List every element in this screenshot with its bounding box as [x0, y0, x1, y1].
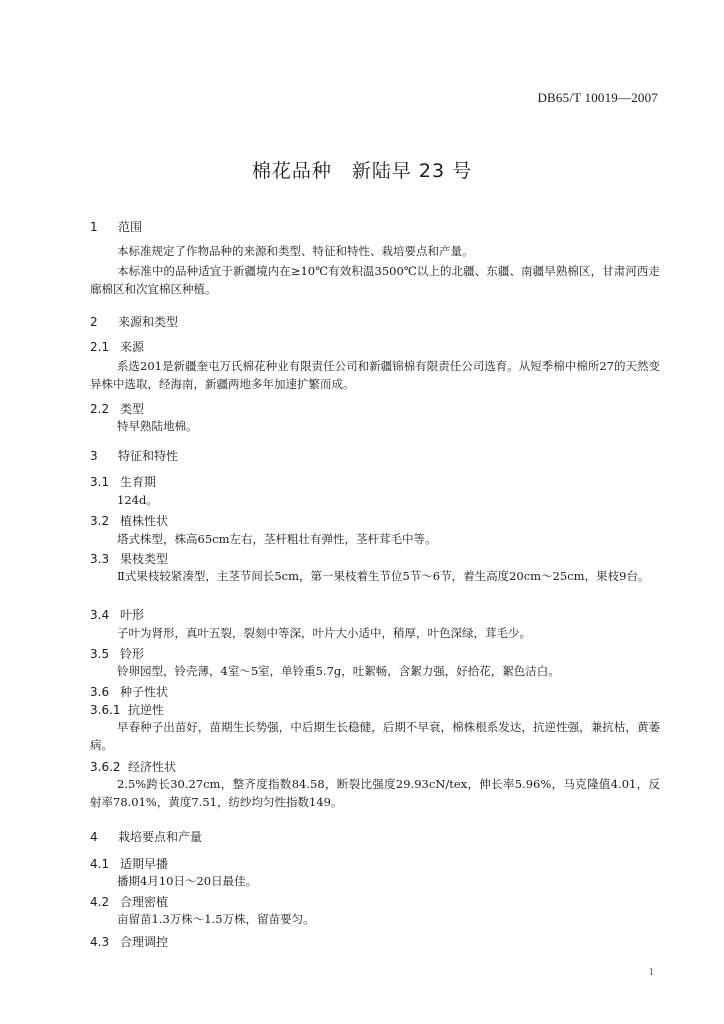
section-4-1-heading	[90, 855, 168, 872]
section-title: 果枝类型	[120, 552, 169, 566]
section-3-1-paragraph	[90, 491, 660, 509]
section-2-1-heading	[90, 338, 144, 355]
section-3-1-heading	[90, 473, 156, 490]
section-number: 2	[90, 315, 98, 329]
section-4-2-paragraph	[90, 910, 660, 928]
paragraph-text: 播期4月10日～20日最佳。	[117, 874, 258, 888]
section-number: 3.6.1	[90, 703, 121, 717]
section-title: 铃形	[120, 647, 145, 661]
page-number: 1	[648, 966, 654, 978]
section-number: 3.3	[90, 552, 110, 566]
paragraph-text: 2.5%跨长30.27cm，整齐度指数84.58，断裂比强度29.93cN/tex，伸长率5.96%，马克隆值4.01，反射率78.01%，黄度7.51，纺纱均匀性指数149。	[90, 777, 660, 809]
paragraph-text: 早春种子出苗好，苗期生长势强，中后期生长稳健，后期不早衰，棉株根系发达，抗逆性强，兼抗枯，黄萎病。	[90, 720, 660, 752]
section-1-paragraph-2	[90, 262, 660, 298]
standard-code: DB65/T 10019—2007	[537, 90, 658, 105]
paragraph-text: 亩留苗1.3万株～1.5万株，留苗要匀。	[117, 912, 315, 926]
section-3-3-paragraph	[90, 567, 660, 585]
section-title: 类型	[120, 402, 145, 416]
section-3-6-heading	[90, 683, 168, 700]
section-number: 4.1	[90, 857, 110, 871]
section-title: 适期早播	[120, 857, 169, 871]
section-3-5-heading	[90, 645, 144, 662]
section-3-5-paragraph	[90, 662, 660, 680]
paragraph-text: 特早熟陆地棉。	[117, 419, 198, 433]
paragraph-text: 124d。	[117, 493, 158, 507]
section-title: 种子性状	[120, 685, 169, 699]
paragraph-text: 子叶为肾形，真叶五裂，裂刻中等深，叶片大小适中，稍厚，叶色深绿，茸毛少。	[117, 626, 531, 640]
section-3-heading	[90, 447, 178, 464]
section-title: 来源和类型	[118, 315, 179, 329]
section-4-1-paragraph	[90, 872, 660, 890]
section-title: 范围	[118, 220, 143, 234]
document-title: 棉花品种 新陆早 23 号	[251, 160, 473, 182]
section-title: 叶形	[120, 608, 145, 622]
section-title: 合理调控	[120, 935, 169, 949]
paragraph-text: 系选201是新疆奎屯万氏棉花种业有限责任公司和新疆锦棉有限责任公司选育。从短季棉中棉所27的天然变异株中选取，经海南，新疆两地多年加速扩繁而成。	[90, 359, 660, 391]
section-2-2-paragraph	[90, 417, 660, 435]
section-title: 经济性状	[128, 760, 177, 774]
section-number: 4.2	[90, 895, 110, 909]
section-3-3-heading	[90, 550, 168, 567]
section-number: 2.2	[90, 402, 110, 416]
section-2-2-heading	[90, 400, 144, 417]
section-number: 3.6.2	[90, 760, 121, 774]
section-3-6-1-heading	[90, 701, 164, 718]
section-3-6-2-paragraph	[90, 775, 660, 811]
section-number: 3.5	[90, 647, 110, 661]
section-1-heading	[90, 218, 142, 235]
section-4-3-heading	[90, 933, 168, 950]
paragraph-text: 本标准规定了作物品种的来源和类型、特征和特性、栽培要点和产量。	[117, 244, 474, 258]
section-title: 合理密植	[120, 895, 169, 909]
section-title: 抗逆性	[128, 703, 165, 717]
section-number: 4	[90, 830, 98, 844]
paragraph-text: 塔式株型，株高65cm左右，茎杆粗壮有弹性，茎杆茸毛中等。	[117, 532, 437, 546]
paragraph-text: 本标准中的品种适宜于新疆境内在≥10℃有效积温3500℃以上的北疆、东疆、南疆早熟棉区，甘肃河西走廊棉区和次宜棉区种植。	[90, 264, 660, 296]
section-title: 栽培要点和产量	[118, 830, 203, 844]
section-number: 3	[90, 449, 98, 463]
section-1-paragraph-1	[90, 242, 660, 260]
section-title: 生育期	[120, 475, 157, 489]
section-3-2-heading	[90, 512, 168, 529]
paragraph-text: 铃卵园型，铃壳薄，4室～5室，单铃重5.7g，吐絮畅，含絮力强，好拾花，絮色洁白。	[117, 664, 560, 678]
section-number: 3.1	[90, 475, 110, 489]
section-title: 特征和特性	[118, 449, 179, 463]
paragraph-text: Ⅱ式果枝较紧凑型，主茎节间长5cm，第一果枝着生节位5节～6节，着生高度20cm～25cm，果枝9台。	[117, 569, 650, 583]
section-3-4-paragraph	[90, 624, 660, 642]
section-2-heading	[90, 313, 178, 330]
section-title: 来源	[120, 340, 145, 354]
section-3-4-heading	[90, 606, 144, 623]
section-3-2-paragraph	[90, 530, 660, 548]
section-4-heading	[90, 828, 202, 845]
section-number: 3.2	[90, 514, 110, 528]
section-4-2-heading	[90, 893, 168, 910]
section-number: 3.6	[90, 685, 110, 699]
section-3-6-2-heading	[90, 758, 176, 775]
section-number: 1	[90, 220, 98, 234]
section-number: 4.3	[90, 935, 110, 949]
section-title: 植株性状	[120, 514, 169, 528]
section-2-1-paragraph	[90, 357, 660, 393]
section-number: 3.4	[90, 608, 110, 622]
section-number: 2.1	[90, 340, 110, 354]
section-3-6-1-paragraph	[90, 718, 660, 754]
